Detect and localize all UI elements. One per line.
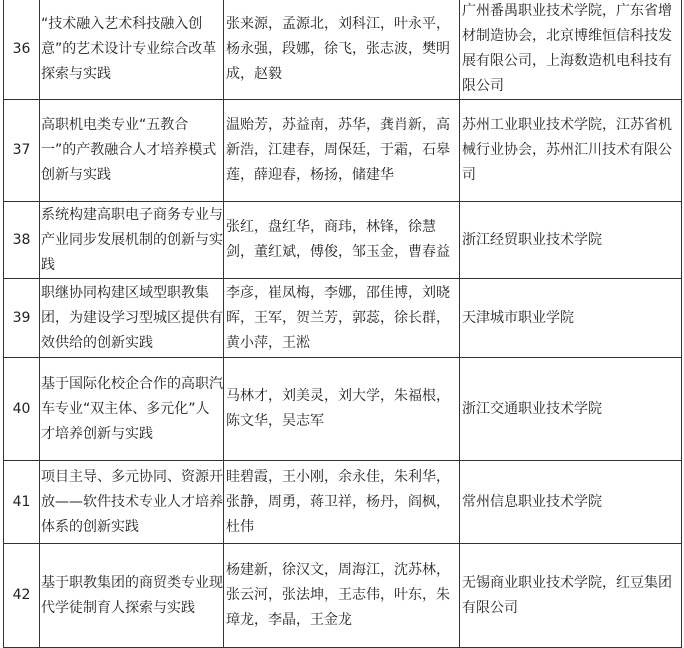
row-number: 37 (4, 100, 40, 202)
table-row (4, 0, 682, 100)
project-title: 系统构建高职电子商务专业与产业同步发展机制的创新与实践 (40, 202, 224, 279)
project-title: 基于职教集团的商贸类专业现代学徒制育人探索与实践 (40, 544, 224, 648)
table-row (4, 279, 682, 358)
project-authors: 马林才，刘美灵，刘大学，朱福根，陈文华，吴志军 (224, 358, 460, 461)
project-organizations: 常州信息职业技术学院 (460, 461, 682, 544)
project-authors: 张来源，孟源北，刘科江，叶永平，杨永强，段娜，徐飞，张志波，樊明成，赵毅 (224, 0, 460, 100)
project-organizations: 苏州工业职业技术学院，江苏省机械行业协会，苏州汇川技术有限公司 (460, 100, 682, 202)
row-number: 42 (4, 544, 40, 648)
project-title: 项目主导、多元协同、资源开放——软件技术专业人才培养体系的创新实践 (40, 461, 224, 544)
row-number: 39 (4, 279, 40, 358)
table-row (4, 202, 682, 279)
project-title: 基于国际化校企合作的高职汽车专业“双主体、多元化”人才培养创新与实践 (40, 358, 224, 461)
project-title: 高职机电类专业“五教合一”的产教融合人才培养模式创新与实践 (40, 100, 224, 202)
row-number: 40 (4, 358, 40, 461)
project-organizations: 天津城市职业学院 (460, 279, 682, 358)
table-row (4, 358, 682, 461)
table-row (4, 100, 682, 202)
table-row (4, 461, 682, 544)
project-authors: 李彦，崔凤梅，李娜，邵佳博，刘晓晖，王军，贺兰芳，郭蕊，徐长群，黄小萍，王淞 (224, 279, 460, 358)
project-organizations: 浙江经贸职业技术学院 (460, 202, 682, 279)
row-number: 36 (4, 0, 40, 100)
row-number: 38 (4, 202, 40, 279)
project-authors: 眭碧霞，王小刚，余永佳，朱利华，张静，周勇，蒋卫祥，杨丹，阎枫，杜伟 (224, 461, 460, 544)
table-row (4, 544, 682, 648)
project-authors: 张红，盘红华，商玮，林锋，徐慧剑，董红斌，傅俊，邹玉金，曹春益 (224, 202, 460, 279)
award-table (3, 0, 682, 648)
project-title: 职继协同构建区域型职教集团，为建设学习型城区提供有效供给的创新实践 (40, 279, 224, 358)
project-title: “技术融入艺术科技融入创意”的艺术设计专业综合改革探索与实践 (40, 0, 224, 100)
project-organizations: 广州番禺职业技术学院，广东省增材制造协会，北京博维恒信科技发展有限公司，上海数造机电科技有限公司 (460, 0, 682, 100)
project-authors: 杨建新，徐汉文，周海江，沈苏林，张云河，张法坤，王志伟，叶东，朱璋龙，李晶，王金龙 (224, 544, 460, 648)
project-authors: 温贻芳，苏益南，苏华，龚肖新，高新浩，江建春，周保廷，于霜，石皋莲，薛迎春，杨扬，储建华 (224, 100, 460, 202)
project-organizations: 浙江交通职业技术学院 (460, 358, 682, 461)
project-organizations: 无锡商业职业技术学院，红豆集团有限公司 (460, 544, 682, 648)
row-number: 41 (4, 461, 40, 544)
